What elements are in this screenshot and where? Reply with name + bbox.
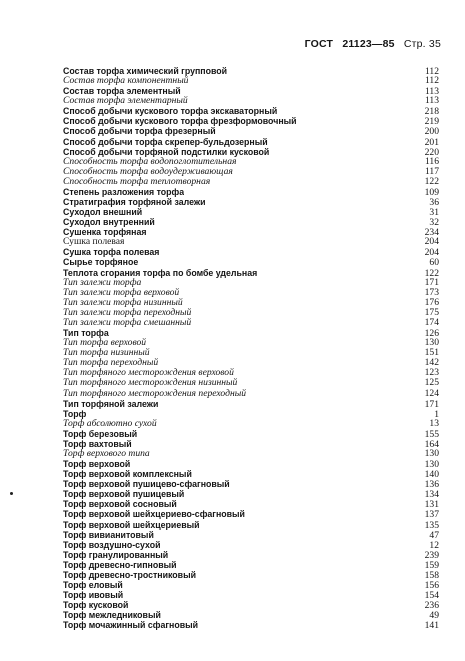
entry-term: Торф верховой пушицевый [63, 489, 185, 500]
entry-page: 142 [424, 357, 439, 369]
entry-page: 109 [424, 186, 439, 198]
index-entry [63, 348, 439, 358]
index-entry [63, 600, 439, 610]
entry-page: 131 [424, 499, 439, 511]
entry-term: Тип залежи торфа низинный [63, 297, 183, 308]
index-entry [63, 187, 439, 197]
entry-term: Состав торфа химический групповой [63, 66, 228, 76]
entry-page: 125 [424, 377, 439, 389]
index-entry [63, 610, 439, 620]
entry-page: 175 [424, 306, 439, 318]
index-entry [63, 590, 439, 600]
index-entry [63, 358, 439, 368]
entry-term: Торф верховой шейхцериево-сфагновый [63, 509, 245, 520]
entry-page: 136 [424, 479, 439, 491]
entry-term: Способность торфа водопоглотительная [63, 156, 237, 167]
index-entry [63, 116, 439, 126]
entry-page: 32 [429, 217, 439, 229]
entry-page: 174 [424, 316, 439, 328]
entry-page: 204 [424, 247, 439, 259]
entry-page: 155 [424, 428, 439, 440]
index-entry [63, 157, 439, 167]
index-entry [63, 137, 439, 147]
entry-term: Торф березовый [63, 428, 138, 439]
entry-term: Торф вивианитовый [63, 529, 154, 540]
index-entry [63, 469, 439, 479]
entry-page: 239 [424, 549, 439, 561]
entry-term: Торф гранулированный [63, 549, 169, 560]
entry-term: Сырье торфяное [63, 257, 139, 268]
entry-page: 151 [424, 347, 439, 359]
index-entry [63, 449, 439, 459]
entry-term: Сушка полевая [63, 237, 125, 248]
index-entry [63, 520, 439, 530]
entry-term: Тип торфа [63, 328, 109, 339]
index-entry [63, 96, 439, 106]
entry-term: Тип торфяного месторождения переходный [63, 388, 246, 399]
index-entry [63, 308, 439, 318]
index-entry [63, 378, 439, 388]
entry-page: 159 [424, 559, 439, 571]
index-entry [63, 106, 439, 116]
entry-page: 116 [424, 155, 439, 167]
entry-page: 1 [434, 408, 439, 420]
index-entry [63, 550, 439, 560]
entry-term: Торф верхового типа [63, 448, 150, 459]
entry-page: 126 [424, 328, 439, 340]
entry-page: 130 [424, 459, 439, 471]
entry-page: 113 [424, 95, 439, 107]
entry-term: Тип торфа верховой [63, 338, 147, 349]
index-entry [63, 298, 439, 308]
entry-term: Торф воздушно-сухой [63, 539, 161, 550]
entry-term: Тип торфяного месторождения низинный [63, 378, 238, 389]
entry-term: Состав торфа компонентный [63, 76, 189, 87]
index-entry [63, 560, 439, 570]
entry-term: Торф межледниковый [63, 610, 161, 621]
index-entry [63, 76, 439, 86]
index-entry [63, 278, 439, 288]
entry-term: Торф верховой пушицево-сфагновый [63, 479, 230, 490]
entry-term: Суходол внешний [63, 207, 143, 218]
entry-term: Сушенка торфяная [63, 227, 147, 238]
index-entry [63, 197, 439, 207]
entry-page: 123 [424, 367, 439, 379]
entry-term: Торф кусковой [63, 600, 129, 611]
entry-term: Сушка торфа полевая [63, 247, 160, 258]
index-entry [63, 147, 439, 157]
entry-page: 220 [424, 146, 439, 158]
entry-term: Торф [63, 408, 87, 419]
index-entry [63, 237, 439, 247]
entry-page: 122 [424, 267, 439, 279]
entry-term: Торф верховой [63, 459, 131, 470]
entry-term: Тип торфа низинный [63, 348, 150, 359]
entry-page: 234 [424, 227, 439, 239]
page-header [299, 38, 441, 50]
standard-label: ГОСТ [304, 38, 334, 50]
entry-term: Тип торфа переходный [63, 358, 159, 369]
entry-page: 135 [424, 519, 439, 531]
entry-term: Способность торфа теплотворная [63, 176, 211, 187]
entry-page: 171 [424, 276, 439, 288]
entry-term: Тип залежи торфа [63, 277, 142, 288]
entry-page: 164 [424, 438, 439, 450]
index-entry [63, 489, 439, 499]
page-number: Стр. 35 [403, 38, 441, 50]
entry-term: Торф верховой шейхцериевый [63, 519, 200, 530]
entry-term: Стратиграфия торфяной залежи [63, 197, 206, 208]
entry-page: 60 [429, 257, 439, 269]
entry-term: Состав торфа элементарный [63, 96, 188, 107]
index-entry [63, 530, 439, 540]
index-entry [63, 389, 439, 399]
entry-page: 49 [429, 610, 439, 622]
entry-page: 219 [424, 116, 439, 128]
entry-term: Тип залежи торфа смешанный [63, 317, 192, 328]
index-entry [63, 328, 439, 338]
entry-page: 112 [424, 66, 439, 77]
entry-term: Суходол внутренний [63, 217, 155, 228]
entry-term: Способ добычи торфяной подстилки кусковой [63, 146, 270, 157]
entry-page: 137 [424, 509, 439, 521]
entry-page: 113 [424, 86, 439, 98]
index-entry [63, 419, 439, 429]
entry-page: 130 [424, 337, 439, 349]
index-entry [63, 227, 439, 237]
index-entry [63, 66, 439, 76]
term-index [63, 66, 439, 630]
entry-term: Тип торфяной залежи [63, 398, 159, 409]
index-entry [63, 439, 439, 449]
entry-term: Тип залежи торфа переходный [63, 307, 192, 318]
index-entry [63, 570, 439, 580]
index-entry [63, 86, 439, 96]
entry-page: 122 [424, 175, 439, 187]
entry-page: 140 [424, 469, 439, 481]
index-entry [63, 580, 439, 590]
index-entry [63, 247, 439, 257]
entry-page: 13 [429, 417, 439, 429]
entry-term: Торф верховой комплексный [63, 469, 192, 480]
entry-page: 47 [429, 529, 439, 541]
entry-page: 130 [424, 447, 439, 459]
index-entry [63, 368, 439, 378]
index-entry [63, 479, 439, 489]
entry-page: 141 [424, 620, 439, 632]
index-entry [63, 409, 439, 419]
entry-page: 112 [424, 75, 439, 87]
index-entry [63, 288, 439, 298]
entry-term: Способ добычи кускового торфа фрезформовочный [63, 116, 297, 127]
entry-term: Торф древесно-гипновый [63, 559, 177, 570]
entry-page: 124 [424, 387, 439, 399]
index-entry [63, 217, 439, 227]
index-entry [63, 338, 439, 348]
entry-term: Торф абсолютно сухой [63, 418, 157, 429]
entry-page: 12 [429, 539, 439, 551]
index-entry [63, 459, 439, 469]
index-entry [63, 268, 439, 278]
index-entry [63, 257, 439, 267]
entry-page: 173 [424, 286, 439, 298]
index-entry [63, 429, 439, 439]
entry-page: 218 [424, 106, 439, 118]
entry-page: 134 [424, 489, 439, 501]
entry-page: 200 [424, 126, 439, 138]
entry-page: 117 [424, 165, 439, 177]
index-entry [63, 318, 439, 328]
entry-page: 236 [424, 600, 439, 612]
index-entry [63, 207, 439, 217]
index-entry [63, 620, 439, 630]
entry-term: Тип торфяного месторождения верховой [63, 368, 234, 379]
entry-term: Торф мочажинный сфагновый [63, 620, 199, 631]
index-entry [63, 167, 439, 177]
entry-term: Торф вахтовый [63, 438, 132, 449]
entry-page: 176 [424, 296, 439, 308]
index-entry [63, 509, 439, 519]
entry-term: Теплота сгорания торфа по бомбе удельная [63, 267, 258, 278]
entry-page: 36 [429, 197, 439, 209]
entry-term: Состав торфа элементный [63, 86, 181, 97]
index-entry [63, 399, 439, 409]
entry-page: 158 [424, 569, 439, 581]
margin-dot [10, 492, 13, 495]
entry-page: 171 [424, 398, 439, 410]
entry-term: Способность торфа водоудерживающая [63, 166, 233, 177]
entry-term: Торф ивовый [63, 590, 124, 601]
entry-term: Способ добычи торфа скрепер-бульдозерный [63, 136, 268, 147]
index-entry [63, 499, 439, 509]
entry-term: Торф еловый [63, 579, 123, 590]
index-entry [63, 177, 439, 187]
entry-page: 156 [424, 579, 439, 591]
entry-page: 204 [424, 236, 439, 248]
entry-term: Степень разложения торфа [63, 186, 185, 197]
entry-term: Тип залежи торфа верховой [63, 287, 180, 298]
entry-term: Способ добычи кускового торфа экскаваторный [63, 106, 278, 117]
index-entry [63, 126, 439, 136]
standard-number: 21123—85 [342, 38, 395, 50]
entry-page: 154 [424, 590, 439, 602]
entry-term: Торф древесно-тростниковый [63, 569, 196, 580]
entry-page: 201 [424, 136, 439, 148]
entry-term: Способ добычи торфа фрезерный [63, 126, 216, 137]
entry-term: Торф верховой сосновый [63, 499, 177, 510]
entry-page: 31 [429, 207, 439, 219]
index-entry [63, 540, 439, 550]
